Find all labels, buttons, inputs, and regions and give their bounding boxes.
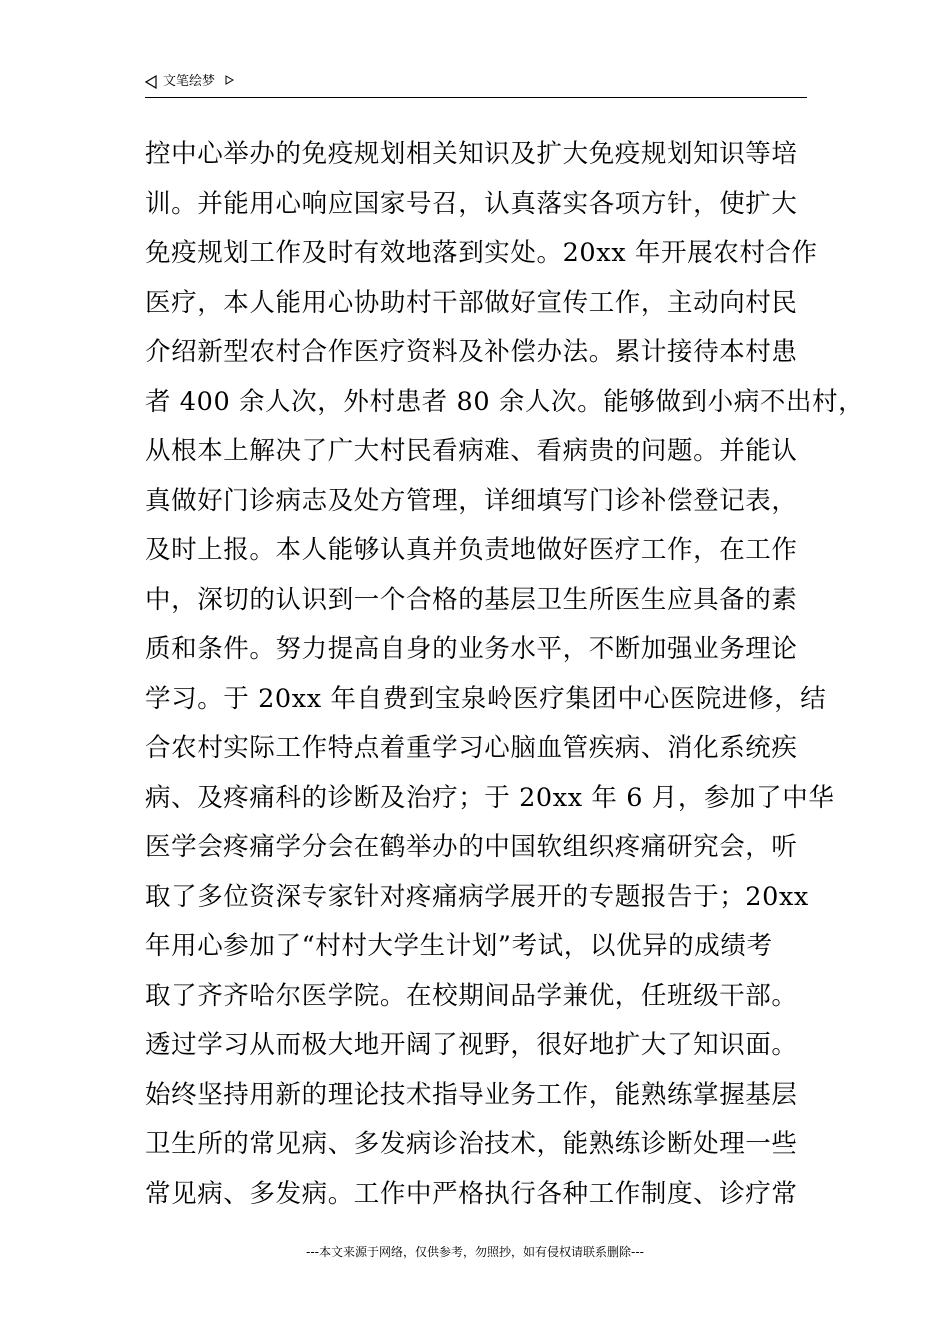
body-line: 取了多位资深专家针对疼痛病学展开的专题报告于；20xx <box>145 881 809 912</box>
body-line: 中，深切的认识到一个合格的基层卫生所医生应具备的素 <box>145 584 798 615</box>
triangle-left-icon <box>145 75 157 89</box>
body-line: 质和条件。努力提高自身的业务水平，不断加强业务理论 <box>145 634 798 664</box>
body-line: 及时上报。本人能够认真并负责地做好医疗工作，在工作 <box>145 535 798 565</box>
document-body <box>145 130 865 1219</box>
body-line: 病、及疼痛科的诊断及治疗；于 20xx 年 6 月，参加了中华 <box>145 782 835 813</box>
body-line: 年用心参加了“村村大学生计划”考试，以优异的成绩考 <box>145 931 773 961</box>
triangle-right-icon <box>225 74 234 84</box>
page-header <box>145 72 807 98</box>
body-line: 透过学习从而极大地开阔了视野，很好地扩大了知识面。 <box>145 1030 798 1060</box>
body-line: 取了齐齐哈尔医学院。在校期间品学兼优，任班级干部。 <box>145 980 798 1011</box>
body-line: 从根本上解决了广大村民看病难、看病贵的问题。并能认 <box>145 436 798 466</box>
header-brand-group <box>145 74 234 90</box>
body-line: 合农村实际工作特点着重学习心脑血管疾病、消化系统疾 <box>145 733 798 763</box>
body-line: 训。并能用心响应国家号召，认真落实各项方针，使扩大 <box>145 188 798 219</box>
header-brand-text: 文笔绘梦 <box>163 74 216 89</box>
page-footer-disclaimer: ---本文来源于网络，仅供参考，勿照抄，如有侵权请联系删除--- <box>306 1245 644 1259</box>
body-line: 免疫规划工作及时有效地落到实处。20xx 年开展农村合作 <box>145 238 818 268</box>
body-line: 医学会疼痛学分会在鹤举办的中国软组织疼痛研究会，听 <box>145 832 798 862</box>
body-line: 控中心举办的免疫规划相关知识及扩大免疫规划知识等培 <box>145 139 798 169</box>
body-line: 学习。于 20xx 年自费到宝泉岭医疗集团中心医院进修，结 <box>145 683 827 714</box>
body-line: 真做好门诊病志及处方管理，详细填写门诊补偿登记表， <box>145 485 798 516</box>
body-line: 医疗，本人能用心协助村干部做好宣传工作，主动向村民 <box>145 287 798 318</box>
body-line: 常见病、多发病。工作中严格执行各种工作制度、诊疗常 <box>145 1178 798 1209</box>
body-line: 介绍新型农村合作医疗资料及补偿办法。累计接待本村患 <box>145 337 798 367</box>
body-line: 卫生所的常见病、多发病诊治技术，能熟练诊断处理一些 <box>145 1129 798 1159</box>
body-line: 者 400 余人次，外村患者 80 余人次。能够做到小病不出村， <box>145 386 865 417</box>
body-line: 始终坚持用新的理论技术指导业务工作，能熟练掌握基层 <box>145 1079 798 1110</box>
